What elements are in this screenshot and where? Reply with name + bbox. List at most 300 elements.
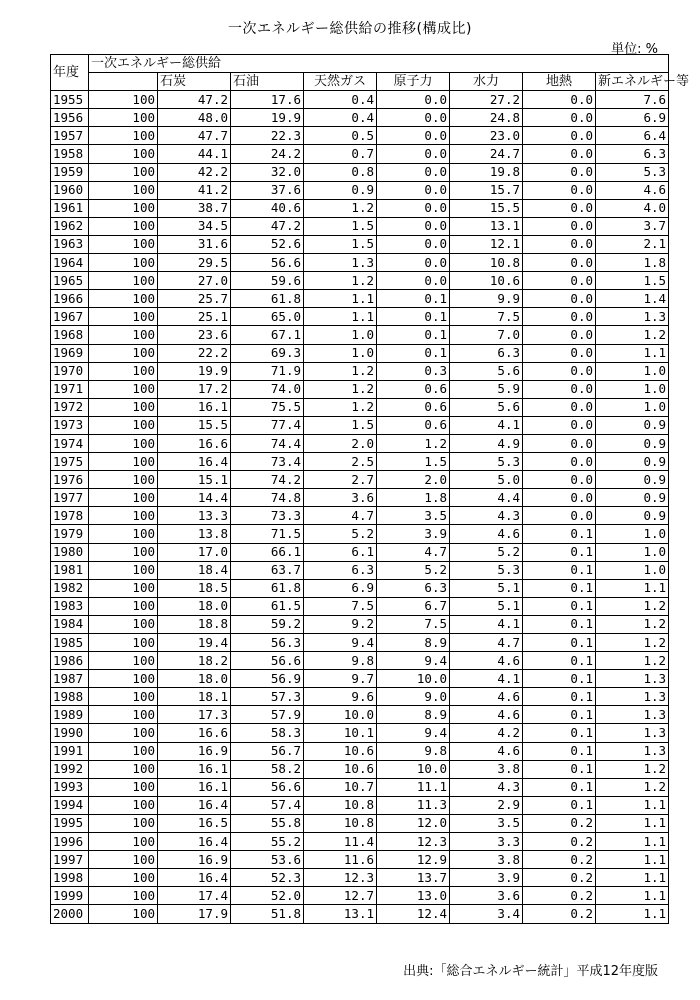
value-cell: 47.2 [231, 217, 304, 235]
total-cell: 100 [89, 326, 158, 344]
value-cell: 0.0 [523, 416, 596, 434]
value-cell: 10.0 [304, 706, 377, 724]
year-cell: 1966 [51, 290, 89, 308]
value-cell: 51.8 [231, 905, 304, 923]
table-row [51, 398, 669, 416]
table-row [51, 814, 669, 832]
value-cell: 0.2 [523, 887, 596, 905]
year-cell: 1962 [51, 217, 89, 235]
value-cell: 1.3 [596, 724, 669, 742]
year-cell: 1995 [51, 814, 89, 832]
value-cell: 57.4 [231, 796, 304, 814]
value-cell: 1.1 [596, 344, 669, 362]
value-cell: 4.3 [450, 507, 523, 525]
value-cell: 3.8 [450, 851, 523, 869]
total-cell: 100 [89, 398, 158, 416]
year-cell: 1984 [51, 615, 89, 633]
table-row [51, 724, 669, 742]
value-cell: 67.1 [231, 326, 304, 344]
year-cell: 1992 [51, 760, 89, 778]
year-cell: 1955 [51, 91, 89, 109]
table-row [51, 706, 669, 724]
value-cell: 47.7 [158, 127, 231, 145]
value-cell: 5.1 [450, 597, 523, 615]
value-cell: 9.8 [377, 742, 450, 760]
table-row [51, 145, 669, 163]
value-cell: 25.1 [158, 308, 231, 326]
value-cell: 0.0 [377, 109, 450, 127]
value-cell: 0.1 [523, 724, 596, 742]
table-row [51, 507, 669, 525]
value-cell: 17.4 [158, 887, 231, 905]
year-cell: 1978 [51, 507, 89, 525]
year-cell: 1968 [51, 326, 89, 344]
value-cell: 29.5 [158, 254, 231, 272]
value-cell: 44.1 [158, 145, 231, 163]
total-cell: 100 [89, 181, 158, 199]
value-cell: 1.3 [304, 254, 377, 272]
column-header-coal: 石炭 [158, 73, 231, 91]
value-cell: 1.1 [304, 308, 377, 326]
value-cell: 3.5 [377, 507, 450, 525]
total-cell: 100 [89, 507, 158, 525]
value-cell: 0.0 [523, 235, 596, 253]
value-cell: 16.4 [158, 453, 231, 471]
value-cell: 5.2 [377, 561, 450, 579]
value-cell: 8.9 [377, 706, 450, 724]
value-cell: 4.7 [304, 507, 377, 525]
value-cell: 59.6 [231, 272, 304, 290]
value-cell: 42.2 [158, 163, 231, 181]
value-cell: 65.0 [231, 308, 304, 326]
value-cell: 9.2 [304, 615, 377, 633]
table-row [51, 887, 669, 905]
value-cell: 9.4 [377, 652, 450, 670]
year-cell: 1975 [51, 453, 89, 471]
value-cell: 23.0 [450, 127, 523, 145]
value-cell: 0.0 [523, 109, 596, 127]
value-cell: 11.6 [304, 851, 377, 869]
total-cell: 100 [89, 272, 158, 290]
total-cell: 100 [89, 742, 158, 760]
total-cell: 100 [89, 525, 158, 543]
total-cell: 100 [89, 869, 158, 887]
total-cell: 100 [89, 199, 158, 217]
value-cell: 0.6 [377, 416, 450, 434]
value-cell: 1.0 [304, 326, 377, 344]
value-cell: 23.6 [158, 326, 231, 344]
value-cell: 12.9 [377, 851, 450, 869]
value-cell: 5.6 [450, 398, 523, 416]
value-cell: 7.5 [304, 597, 377, 615]
value-cell: 13.0 [377, 887, 450, 905]
year-cell: 1983 [51, 597, 89, 615]
table-row [51, 91, 669, 109]
value-cell: 58.3 [231, 724, 304, 742]
value-cell: 0.0 [523, 199, 596, 217]
table-row [51, 778, 669, 796]
total-cell: 100 [89, 416, 158, 434]
year-cell: 1980 [51, 543, 89, 561]
value-cell: 17.3 [158, 706, 231, 724]
value-cell: 1.1 [596, 869, 669, 887]
total-cell: 100 [89, 217, 158, 235]
value-cell: 77.4 [231, 416, 304, 434]
value-cell: 71.9 [231, 362, 304, 380]
value-cell: 71.5 [231, 525, 304, 543]
value-cell: 0.0 [523, 217, 596, 235]
value-cell: 1.2 [377, 434, 450, 452]
value-cell: 0.8 [304, 163, 377, 181]
value-cell: 7.0 [450, 326, 523, 344]
value-cell: 56.7 [231, 742, 304, 760]
value-cell: 3.6 [304, 489, 377, 507]
value-cell: 0.0 [523, 326, 596, 344]
value-cell: 0.0 [523, 127, 596, 145]
year-cell: 1967 [51, 308, 89, 326]
value-cell: 1.0 [596, 398, 669, 416]
value-cell: 0.0 [523, 471, 596, 489]
total-cell: 100 [89, 254, 158, 272]
value-cell: 0.1 [523, 634, 596, 652]
value-cell: 1.2 [596, 652, 669, 670]
value-cell: 1.1 [596, 796, 669, 814]
value-cell: 18.4 [158, 561, 231, 579]
value-cell: 0.6 [377, 380, 450, 398]
value-cell: 1.1 [596, 851, 669, 869]
value-cell: 12.3 [304, 869, 377, 887]
value-cell: 19.9 [231, 109, 304, 127]
total-cell: 100 [89, 615, 158, 633]
value-cell: 9.7 [304, 670, 377, 688]
value-cell: 1.0 [596, 543, 669, 561]
value-cell: 12.3 [377, 833, 450, 851]
value-cell: 9.6 [304, 688, 377, 706]
value-cell: 4.9 [450, 434, 523, 452]
value-cell: 1.2 [304, 380, 377, 398]
value-cell: 13.3 [158, 507, 231, 525]
table-row [51, 199, 669, 217]
value-cell: 0.0 [523, 163, 596, 181]
value-cell: 0.0 [377, 254, 450, 272]
table-row [51, 525, 669, 543]
year-cell: 1957 [51, 127, 89, 145]
table-row [51, 543, 669, 561]
total-cell: 100 [89, 109, 158, 127]
total-cell: 100 [89, 778, 158, 796]
value-cell: 40.6 [231, 199, 304, 217]
value-cell: 11.4 [304, 833, 377, 851]
value-cell: 1.4 [596, 290, 669, 308]
year-cell: 1997 [51, 851, 89, 869]
value-cell: 56.6 [231, 254, 304, 272]
total-cell: 100 [89, 235, 158, 253]
value-cell: 1.3 [596, 670, 669, 688]
value-cell: 56.9 [231, 670, 304, 688]
value-cell: 3.9 [450, 869, 523, 887]
total-cell: 100 [89, 344, 158, 362]
value-cell: 9.4 [377, 724, 450, 742]
value-cell: 7.5 [377, 615, 450, 633]
value-cell: 19.4 [158, 634, 231, 652]
supply-table [50, 54, 690, 924]
table-row [51, 163, 669, 181]
total-cell: 100 [89, 91, 158, 109]
value-cell: 52.3 [231, 869, 304, 887]
value-cell: 1.1 [596, 579, 669, 597]
value-cell: 10.6 [450, 272, 523, 290]
value-cell: 0.4 [304, 109, 377, 127]
value-cell: 55.8 [231, 814, 304, 832]
value-cell: 74.2 [231, 471, 304, 489]
value-cell: 16.9 [158, 851, 231, 869]
year-cell: 1972 [51, 398, 89, 416]
value-cell: 0.1 [523, 742, 596, 760]
value-cell: 5.2 [304, 525, 377, 543]
value-cell: 63.7 [231, 561, 304, 579]
table-row [51, 217, 669, 235]
value-cell: 55.2 [231, 833, 304, 851]
year-cell: 1973 [51, 416, 89, 434]
total-cell: 100 [89, 833, 158, 851]
value-cell: 7.6 [596, 91, 669, 109]
table-row [51, 308, 669, 326]
value-cell: 9.8 [304, 652, 377, 670]
value-cell: 0.9 [304, 181, 377, 199]
value-cell: 0.1 [523, 615, 596, 633]
value-cell: 1.1 [304, 290, 377, 308]
total-cell: 100 [89, 362, 158, 380]
table-row [51, 615, 669, 633]
value-cell: 16.4 [158, 869, 231, 887]
value-cell: 5.6 [450, 362, 523, 380]
value-cell: 3.7 [596, 217, 669, 235]
value-cell: 1.2 [304, 398, 377, 416]
value-cell: 13.1 [450, 217, 523, 235]
value-cell: 0.1 [523, 543, 596, 561]
column-header-hydro: 水力 [450, 73, 523, 91]
table-row [51, 127, 669, 145]
value-cell: 1.3 [596, 706, 669, 724]
value-cell: 4.1 [450, 615, 523, 633]
value-cell: 1.2 [596, 597, 669, 615]
value-cell: 61.5 [231, 597, 304, 615]
value-cell: 0.0 [523, 434, 596, 452]
value-cell: 3.8 [450, 760, 523, 778]
value-cell: 1.2 [596, 778, 669, 796]
table-row [51, 670, 669, 688]
value-cell: 22.2 [158, 344, 231, 362]
value-cell: 38.7 [158, 199, 231, 217]
value-cell: 5.3 [450, 453, 523, 471]
value-cell: 52.0 [231, 887, 304, 905]
table-row [51, 290, 669, 308]
value-cell: 0.6 [377, 398, 450, 416]
total-cell: 100 [89, 489, 158, 507]
value-cell: 4.6 [450, 688, 523, 706]
value-cell: 1.2 [304, 272, 377, 290]
value-cell: 0.9 [596, 471, 669, 489]
value-cell: 0.3 [377, 362, 450, 380]
value-cell: 0.2 [523, 833, 596, 851]
value-cell: 0.0 [523, 145, 596, 163]
value-cell: 10.8 [450, 254, 523, 272]
table-row [51, 561, 669, 579]
value-cell: 74.4 [231, 434, 304, 452]
table-row [51, 597, 669, 615]
value-cell: 1.1 [596, 905, 669, 923]
table-row [51, 688, 669, 706]
value-cell: 0.7 [304, 145, 377, 163]
year-cell: 1994 [51, 796, 89, 814]
value-cell: 4.7 [450, 634, 523, 652]
value-cell: 5.9 [450, 380, 523, 398]
column-header-new-energy: 新エネルギー等 [596, 73, 669, 91]
value-cell: 18.5 [158, 579, 231, 597]
value-cell: 10.6 [304, 760, 377, 778]
value-cell: 0.1 [523, 561, 596, 579]
total-cell: 100 [89, 453, 158, 471]
value-cell: 14.4 [158, 489, 231, 507]
value-cell: 0.2 [523, 869, 596, 887]
source-note: 出典:「総合エネルギー統計」平成12年度版 [403, 964, 658, 979]
value-cell: 0.1 [377, 308, 450, 326]
value-cell: 0.1 [523, 688, 596, 706]
value-cell: 5.3 [596, 163, 669, 181]
year-cell: 1985 [51, 634, 89, 652]
table-row [51, 109, 669, 127]
year-header: 年度 [51, 55, 89, 91]
value-cell: 0.0 [377, 127, 450, 145]
value-cell: 56.3 [231, 634, 304, 652]
table-row [51, 905, 669, 923]
value-cell: 0.1 [523, 652, 596, 670]
value-cell: 9.4 [304, 634, 377, 652]
value-cell: 6.9 [304, 579, 377, 597]
year-cell: 1998 [51, 869, 89, 887]
value-cell: 0.0 [523, 290, 596, 308]
value-cell: 41.2 [158, 181, 231, 199]
total-cell: 100 [89, 127, 158, 145]
value-cell: 1.3 [596, 308, 669, 326]
value-cell: 0.0 [523, 507, 596, 525]
value-cell: 0.0 [523, 453, 596, 471]
value-cell: 0.9 [596, 453, 669, 471]
value-cell: 1.1 [596, 887, 669, 905]
value-cell: 1.2 [304, 199, 377, 217]
value-cell: 0.0 [377, 272, 450, 290]
value-cell: 0.0 [377, 199, 450, 217]
value-cell: 4.3 [450, 778, 523, 796]
value-cell: 0.0 [523, 272, 596, 290]
value-cell: 1.5 [304, 235, 377, 253]
value-cell: 16.9 [158, 742, 231, 760]
value-cell: 48.0 [158, 109, 231, 127]
value-cell: 3.4 [450, 905, 523, 923]
value-cell: 19.9 [158, 362, 231, 380]
value-cell: 1.0 [304, 344, 377, 362]
table-row [51, 326, 669, 344]
value-cell: 2.0 [377, 471, 450, 489]
value-cell: 0.1 [523, 796, 596, 814]
value-cell: 0.0 [523, 181, 596, 199]
value-cell: 4.6 [450, 525, 523, 543]
value-cell: 0.9 [596, 434, 669, 452]
value-cell: 1.0 [596, 561, 669, 579]
table-row [51, 272, 669, 290]
value-cell: 16.1 [158, 398, 231, 416]
value-cell: 0.2 [523, 814, 596, 832]
value-cell: 11.1 [377, 778, 450, 796]
year-cell: 1986 [51, 652, 89, 670]
value-cell: 16.1 [158, 778, 231, 796]
value-cell: 0.0 [523, 380, 596, 398]
table-row [51, 434, 669, 452]
value-cell: 31.6 [158, 235, 231, 253]
total-header-blank [89, 73, 158, 91]
table-row [51, 380, 669, 398]
value-cell: 2.1 [596, 235, 669, 253]
total-cell: 100 [89, 634, 158, 652]
year-cell: 1989 [51, 706, 89, 724]
value-cell: 5.1 [450, 579, 523, 597]
value-cell: 19.8 [450, 163, 523, 181]
value-cell: 56.6 [231, 652, 304, 670]
value-cell: 1.3 [596, 688, 669, 706]
year-cell: 1987 [51, 670, 89, 688]
value-cell: 0.1 [523, 778, 596, 796]
value-cell: 10.7 [304, 778, 377, 796]
value-cell: 0.0 [523, 91, 596, 109]
total-cell: 100 [89, 887, 158, 905]
value-cell: 61.8 [231, 579, 304, 597]
value-cell: 10.0 [377, 670, 450, 688]
value-cell: 3.3 [450, 833, 523, 851]
year-cell: 1965 [51, 272, 89, 290]
value-cell: 22.3 [231, 127, 304, 145]
value-cell: 3.5 [450, 814, 523, 832]
value-cell: 18.0 [158, 597, 231, 615]
value-cell: 9.0 [377, 688, 450, 706]
table-row [51, 760, 669, 778]
value-cell: 25.7 [158, 290, 231, 308]
value-cell: 66.1 [231, 543, 304, 561]
value-cell: 3.9 [377, 525, 450, 543]
total-cell: 100 [89, 670, 158, 688]
value-cell: 6.9 [596, 109, 669, 127]
table-row [51, 634, 669, 652]
value-cell: 4.6 [450, 652, 523, 670]
total-cell: 100 [89, 706, 158, 724]
value-cell: 0.1 [523, 579, 596, 597]
value-cell: 0.4 [304, 91, 377, 109]
value-cell: 1.2 [596, 615, 669, 633]
value-cell: 1.2 [596, 634, 669, 652]
value-cell: 75.5 [231, 398, 304, 416]
value-cell: 0.1 [523, 525, 596, 543]
table-row [51, 254, 669, 272]
value-cell: 59.2 [231, 615, 304, 633]
column-header-nuclear: 原子力 [377, 73, 450, 91]
year-cell: 1991 [51, 742, 89, 760]
value-cell: 1.3 [596, 742, 669, 760]
value-cell: 6.4 [596, 127, 669, 145]
value-cell: 2.7 [304, 471, 377, 489]
table-row [51, 851, 669, 869]
value-cell: 12.0 [377, 814, 450, 832]
value-cell: 1.5 [304, 217, 377, 235]
year-cell: 1974 [51, 434, 89, 452]
